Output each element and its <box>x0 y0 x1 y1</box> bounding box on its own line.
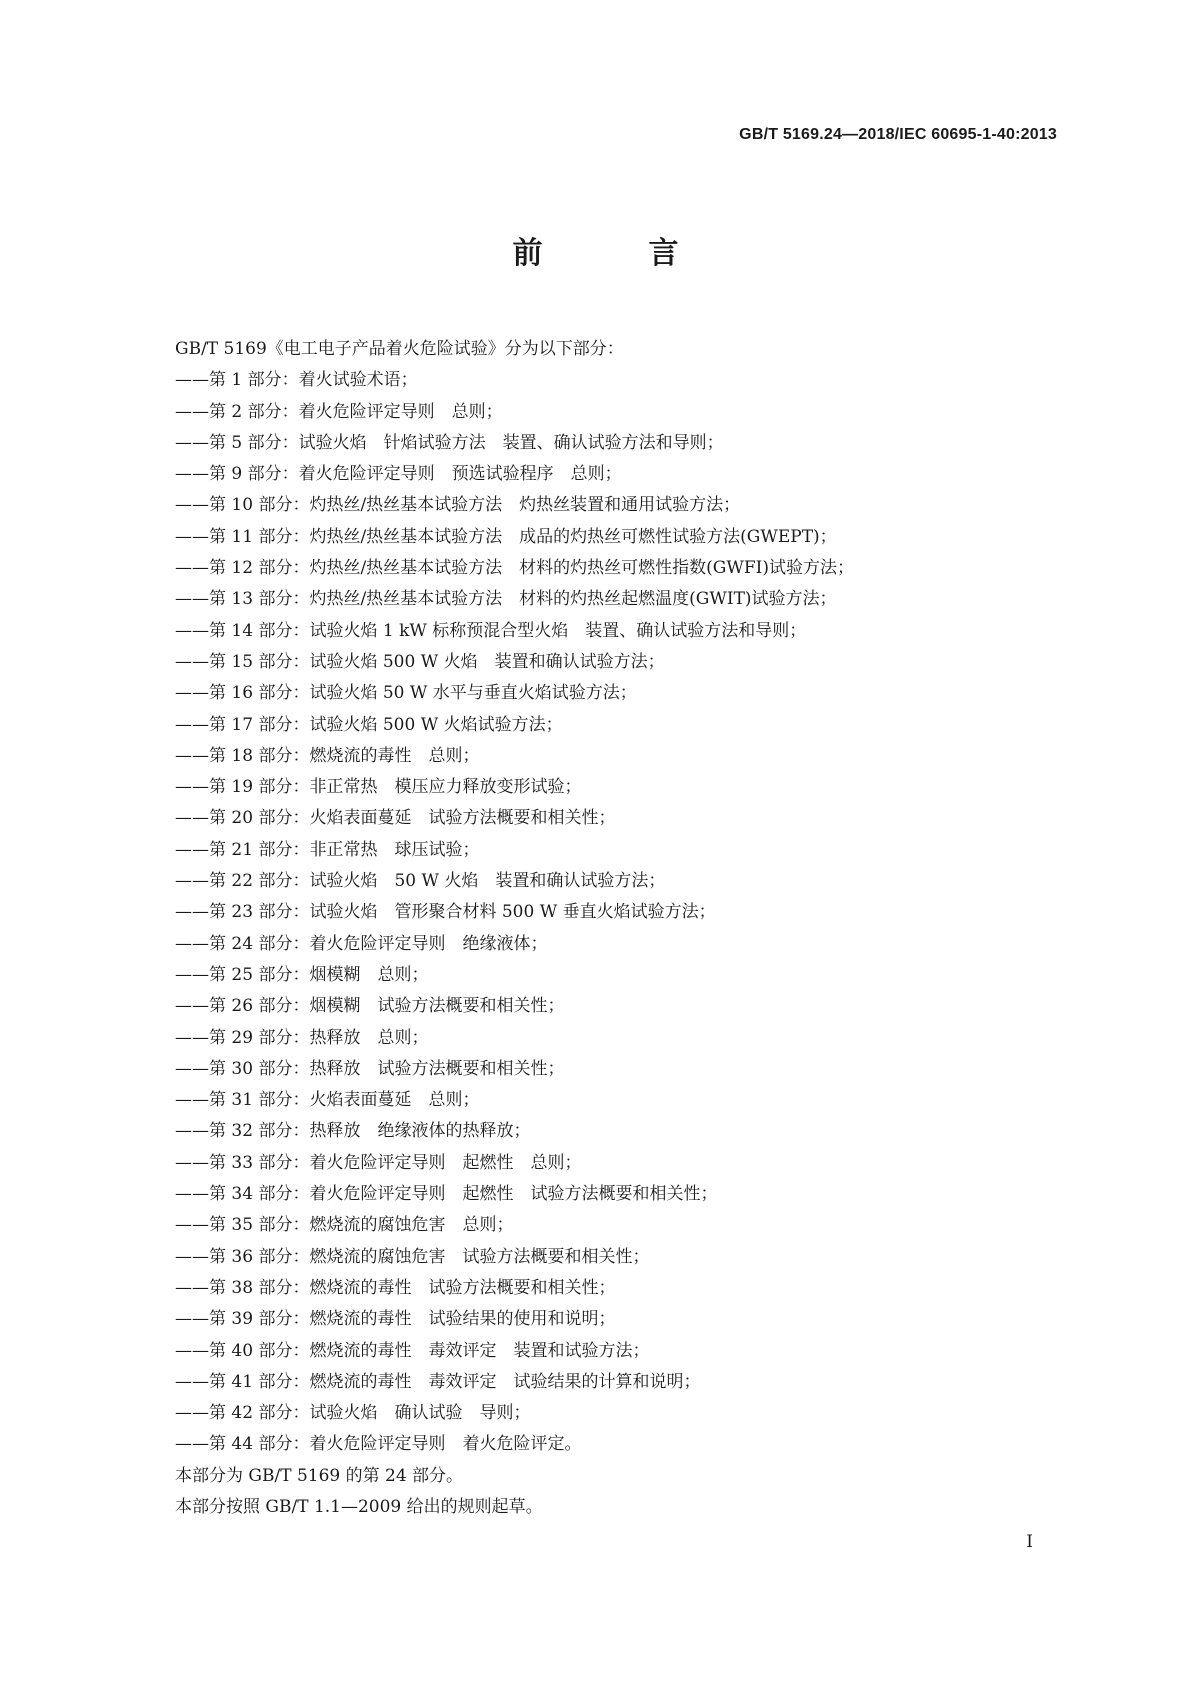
list-item: ——第 9 部分：着火危险评定导则 预选试验程序 总则； <box>175 464 622 485</box>
list-item: ——第 2 部分：着火危险评定导则 总则； <box>175 401 503 422</box>
list-item: ——第 18 部分：燃烧流的毒性 总则； <box>175 745 480 766</box>
page-title: 前 言 <box>512 236 717 271</box>
list-item: ——第 17 部分：试验火焰 500 W 火焰试验方法； <box>175 714 563 735</box>
list-item: ——第 23 部分：试验火焰 管形聚合材料 500 W 垂直火焰试验方法； <box>175 902 716 923</box>
list-item: ——第 1 部分：着火试验术语； <box>175 370 418 391</box>
closing-paragraph: 本部分为 GB/T 5169 的第 24 部分。 <box>175 1465 464 1486</box>
list-item: ——第 19 部分：非正常热 模压应力释放变形试验； <box>175 777 582 798</box>
list-item: ——第 13 部分：灼热丝/热丝基本试验方法 材料的灼热丝起燃温度(GWIT)试验方法； <box>175 589 837 610</box>
list-item: ——第 32 部分：热释放 绝缘液体的热释放； <box>175 1121 531 1142</box>
list-item: ——第 5 部分：试验火焰 针焰试验方法 装置、确认试验方法和导则； <box>175 432 724 453</box>
standard-number-header: GB/T 5169.24—2018/IEC 60695-1-40:2013 <box>739 126 1057 143</box>
list-item: ——第 11 部分：灼热丝/热丝基本试验方法 成品的灼热丝可燃性试验方法(GWEPT)； <box>175 526 837 547</box>
list-item: ——第 42 部分：试验火焰 确认试验 导则； <box>175 1403 531 1424</box>
list-item: ——第 12 部分：灼热丝/热丝基本试验方法 材料的灼热丝可燃性指数(GWFI)试验方法； <box>175 558 854 579</box>
list-item: ——第 35 部分：燃烧流的腐蚀危害 总则； <box>175 1215 514 1236</box>
list-item: ——第 44 部分：着火危险评定导则 着火危险评定。 <box>175 1434 582 1455</box>
page-number: I <box>1026 1532 1033 1552</box>
intro-paragraph: GB/T 5169《电工电子产品着火危险试验》分为以下部分： <box>175 339 624 359</box>
list-item: ——第 26 部分：烟模糊 试验方法概要和相关性； <box>175 996 565 1017</box>
list-item: ——第 39 部分：燃烧流的毒性 试验结果的使用和说明； <box>175 1309 616 1330</box>
list-item: ——第 40 部分：燃烧流的毒性 毒效评定 装置和试验方法； <box>175 1340 650 1361</box>
list-item: ——第 24 部分：着火危险评定导则 绝缘液体； <box>175 933 548 954</box>
list-item: ——第 15 部分：试验火焰 500 W 火焰 装置和确认试验方法； <box>175 651 665 672</box>
list-item: ——第 25 部分：烟模糊 总则； <box>175 964 429 985</box>
list-item: ——第 29 部分：热释放 总则； <box>175 1027 429 1048</box>
list-item: ——第 20 部分：火焰表面蔓延 试验方法概要和相关性； <box>175 808 616 829</box>
list-item: ——第 22 部分：试验火焰 50 W 火焰 装置和确认试验方法； <box>175 871 666 892</box>
list-item: ——第 10 部分：灼热丝/热丝基本试验方法 灼热丝装置和通用试验方法； <box>175 495 741 516</box>
list-item: ——第 36 部分：燃烧流的腐蚀危害 试验方法概要和相关性； <box>175 1246 650 1267</box>
list-item: ——第 33 部分：着火危险评定导则 起燃性 总则； <box>175 1152 582 1173</box>
list-item: ——第 16 部分：试验火焰 50 W 水平与垂直火焰试验方法； <box>175 683 637 704</box>
closing-paragraph: 本部分按照 GB/T 1.1—2009 给出的规则起草。 <box>175 1496 543 1517</box>
list-item: ——第 30 部分：热释放 试验方法概要和相关性； <box>175 1058 565 1079</box>
list-item: ——第 31 部分：火焰表面蔓延 总则； <box>175 1090 480 1111</box>
list-item: ——第 34 部分：着火危险评定导则 起燃性 试验方法概要和相关性； <box>175 1184 718 1205</box>
list-item: ——第 21 部分：非正常热 球压试验； <box>175 839 480 860</box>
list-item: ——第 38 部分：燃烧流的毒性 试验方法概要和相关性； <box>175 1277 616 1298</box>
list-item: ——第 14 部分：试验火焰 1 kW 标称预混合型火焰 装置、确认试验方法和导则； <box>175 620 807 641</box>
document-body <box>175 334 1035 1523</box>
parts-list <box>175 365 1035 1460</box>
list-item: ——第 41 部分：燃烧流的毒性 毒效评定 试验结果的计算和说明； <box>175 1371 701 1392</box>
